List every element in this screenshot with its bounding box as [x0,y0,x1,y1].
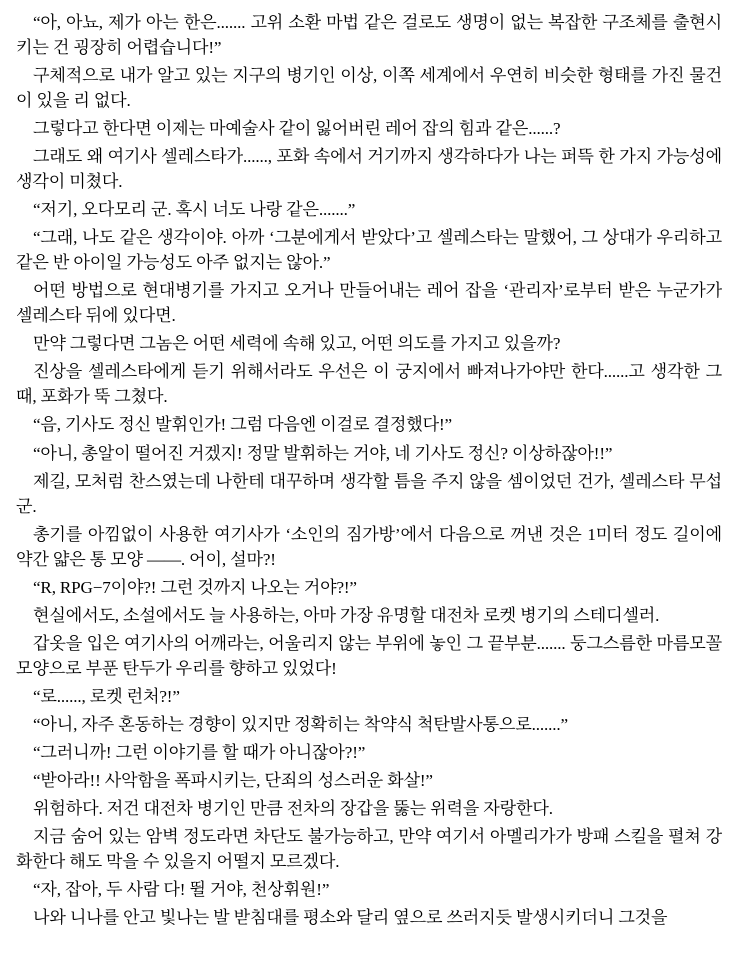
paragraph: “받아라!! 사악함을 폭파시키는, 단죄의 성스러운 화살!” [33,770,433,790]
paragraph: “그러니까! 그런 이야기를 할 때가 아니잖아?!” [33,742,366,762]
paragraph: 나와 니나를 안고 빛나는 발 받침대를 평소와 달리 옆으로 쓰러지듯 발생시키더니 그것을 [33,908,668,928]
paragraph: 만약 그렇다면 그놈은 어떤 세력에 속해 있고, 어떤 의도를 가지고 있을까? [33,334,561,354]
paragraph: “R, RPG−7이야?! 그런 것까지 나오는 거야?!” [33,577,357,597]
paragraph: “아니, 자주 혼동하는 경향이 있지만 정확히는 착약식 척탄발사통으로.......” [33,714,568,734]
paragraph: 구체적으로 내가 알고 있는 지구의 병기인 이상, 이쪽 세계에서 우연히 비슷한 형태를 가진 물건이 있을 리 없다. [16,66,722,111]
paragraph: “로......, 로켓 런처?!” [33,686,180,706]
paragraph: 제길, 모처럼 찬스였는데 나한테 대꾸하며 생각할 틈을 주지 않을 셈이었던 건가, 셀레스타 무섭군. [16,471,722,516]
paragraph: “음, 기사도 정신 발휘인가! 그럼 다음엔 이걸로 결정했다!” [33,415,452,435]
paragraph: “저기, 오다모리 군. 혹시 너도 나랑 같은.......” [33,200,356,220]
paragraph: “자, 잡아, 두 사람 다! 뛸 거야, 천상휘원!” [33,880,330,899]
paragraph: “그래, 나도 같은 생각이야. 아까 ‘그분에게서 받았다’고 셀레스타는 말했어, 그 상대가 우리하고 같은 반 아이일 가능성도 아주 없지는 않아.” [16,228,722,273]
paragraph: 갑옷을 입은 여기사의 어깨라는, 어울리지 않는 부위에 놓인 그 끝부분....... 둥그스름한 마름모꼴 모양으로 부푼 탄두가 우리를 향하고 있었다! [16,633,722,678]
paragraph-list [16,10,722,930]
paragraph: 어떤 방법으로 현대병기를 가지고 오거나 만들어내는 레어 잡을 ‘관리자’로부터 받은 누군가가 셀레스타 뒤에 있다면. [16,281,722,326]
paragraph: 지금 숨어 있는 암벽 정도라면 차단도 불가능하고, 만약 여기서 아멜리가가 방패 스킬을 펼쳐 강화한다 해도 막을 수 있을지 어떨지 모르겠다. [16,826,722,871]
paragraph: 총기를 아낌없이 사용한 여기사가 ‘소인의 짐가방’에서 다음으로 꺼낸 것은 1미터 정도 길이에 약간 얇은 통 모양 ——. 어이, 설마?! [16,524,722,569]
paragraph: 그렇다고 한다면 이제는 마예술사 같이 잃어버린 레어 잡의 힘과 같은......? [33,119,561,139]
paragraph: 그래도 왜 여기사 셀레스타가......, 포화 속에서 거기까지 생각하다가 나는 퍼뜩 한 가지 가능성에 생각이 미쳤다. [16,147,722,192]
paragraph: “아, 아뇨, 제가 아는 한은....... 고위 소환 마법 같은 걸로도 생명이 없는 복잡한 구조체를 출현시키는 건 굉장히 어렵습니다!” [16,13,722,58]
paragraph: “아니, 총알이 떨어진 거겠지! 정말 발휘하는 거야, 네 기사도 정신? 이상하잖아!!” [33,443,613,463]
paragraph: 현실에서도, 소설에서도 늘 사용하는, 아마 가장 유명할 대전차 로켓 병기의 스테디셀러. [33,605,660,625]
paragraph: 위험하다. 저건 대전차 병기인 만큼 전차의 장갑을 뚫는 위력을 자랑한다. [33,798,553,818]
paragraph: 진상을 셀레스타에게 듣기 위해서라도 우선은 이 궁지에서 빠져나가야만 한다......고 생각한 그때, 포화가 뚝 그쳤다. [16,362,722,407]
